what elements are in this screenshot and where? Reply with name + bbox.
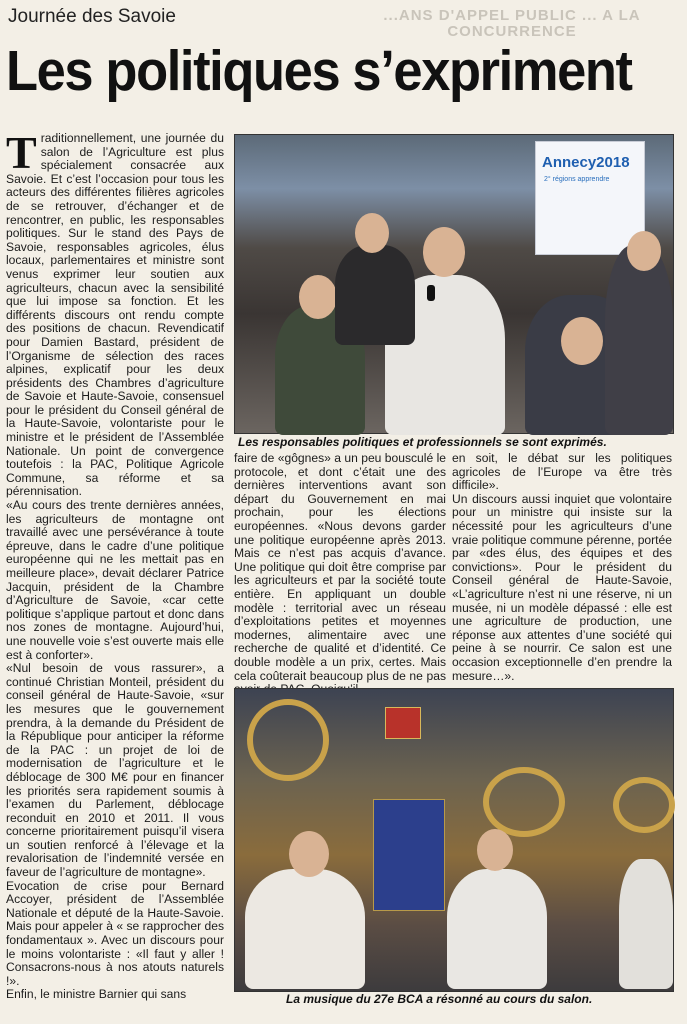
paragraph: Un discours aussi inquiet que volontaire pour un ministre qui insiste sur la nécessité pour les agriculteurs d’une vraie politique commune pérenne, portée par «des élus, des équipes et des convictions». Pour le président du Conseil général de Haute-Savoie, «L’agriculture n’est ni une réserve, ni un musée, ni un modèle dépassé : elle est une agriculture de production, une réponse aux attentes d’une société qui peine à se nourrir. Ce salon est une occasion exceptionnelle d’en prendre la mesure…». bbox=[452, 491, 672, 683]
photo-caption: La musique du 27e BCA a résonné au cours du salon. bbox=[286, 992, 593, 1006]
musician-figure bbox=[245, 869, 365, 989]
photo-caption: Les responsables politiques et professionnels se sont exprimés. bbox=[238, 435, 607, 449]
paragraph: «Au cours des trente dernières années, les agriculteurs de montagne ont travaillé avec une persévérance à toute épreuve, dans le cadre d’une politique européenne qui ne les mettait pas en meilleure place», devait déclarer Patrice Jacquin, président de la Chambre d’Agriculture de Savoie, «car cette politique s’applique partout et donc dans nos zones de montagne. Aujourd’hui, une nouvelle voie s’est ouverte mais elle est à conforter». bbox=[6, 498, 224, 662]
banner-logo: Annecy2018 bbox=[542, 154, 630, 171]
paragraph: «Nul besoin de vous rassurer», a continué Christian Monteil, président du conseil général de Haute-Savoie, «sur les mesures que le gouvernement prendra, à la demande du Président de la République pour anticiper la réforme de la PAC : un projet de loi de modernisation de l’agriculture et le déblocage de 300 M€ pour en financer les priorités sera rapidement soumis à l’examen du Parlement, déblocage reconduit en 2010 et 2011. Il vous concerne prioritairement puisqu’il visera un soutien renforcé à l’élevage et la revalorisation de l’indemnité versée en faveur de l’agriculture de montagne». bbox=[6, 661, 224, 880]
paragraph: Evocation de crise pour Bernard Accoyer, président de l’Assemblée Nationale et député de la Haute-Savoie. Mais pour appeler à « se rapprocher des fondamentaux ». Avec un discours pour le moins volontariste : «Il faut y aller ! Consacrons-nous à nos atouts naturels !». bbox=[6, 878, 224, 988]
person-head bbox=[299, 275, 337, 319]
article-column-3 bbox=[452, 452, 672, 682]
flag bbox=[373, 799, 445, 911]
photo-politicians bbox=[234, 134, 674, 434]
tuba-icon bbox=[483, 767, 565, 837]
drop-cap: T bbox=[6, 127, 37, 178]
person-figure bbox=[335, 245, 415, 345]
annecy-2018-banner bbox=[535, 141, 645, 255]
speaker-head bbox=[423, 227, 465, 277]
banner-subtitle: 2° régions apprendre bbox=[544, 176, 610, 183]
photo-band bbox=[234, 688, 674, 992]
person-figure bbox=[605, 245, 673, 435]
headline: Les politiques s’expriment bbox=[6, 39, 632, 103]
tuba-icon bbox=[247, 699, 329, 781]
section-rubric: Journée des Savoie bbox=[8, 6, 176, 27]
paragraph: faire de «gôgnes» a un peu bousculé le protocole, et dont c’était une des dernières interventions avant son départ du Gouvernement en mai prochain, pour les élections européennes. «Nous devons garder une politique européenne après 2013. Mais ce n’est pas acquis d’avance. Une politique qui doit être comprise par les agriculteurs et par la société toute entière. En appliquant un double modèle : territorial avec un réseau d’exploitations petites et moyennes modernes, alimentaire avec une recherche de qualité et d’identité. Ce double modèle a un prix, certes. Mais cela coûterait beaucoup plus de ne pas bbox=[234, 451, 446, 683]
paragraph: en soit, le débat sur les politiques agricoles de l’Europe va être très difficile». bbox=[452, 451, 672, 493]
flag bbox=[385, 707, 421, 739]
article-column-1 bbox=[6, 127, 224, 1020]
musician-figure bbox=[619, 859, 673, 989]
paragraph: raditionnellement, une journée du salon de l’Agriculture est plus spécialement consacrée aux Savoie. Et c’est l’occasion pour tous les acteurs des différentes filières agricoles de se retrouver, d’échanger et de rencontrer, en public, les responsables politiques. Sur le stand des Pays de Savoie, responsables agricoles, élus locaux, parlementaires et ministre sont venus exprimer leur soutien aux agriculteurs, chacun avec la sensibilité que lui impose sa fonction. Et les différents discours ont rendu compte des positions de chacun. Revendicatif pour Damien Bastard, président de l’Organisme de sélection des races alpines, explicatif pour les deux présidents des Chambres d’agriculture de Savoie et Haute-Savoie, consensuel pour le président du Conseil général de la Haute-Savoie, volontariste pour le ministre et le président de l’Assemblée Nationale. Un point de convergence toutefois : la PAC, Politique Agricole Commune, sa réforme et sa pérennisation. bbox=[6, 131, 224, 499]
microphone-icon bbox=[427, 285, 435, 301]
person-head bbox=[627, 231, 661, 271]
bleed-through-text: ...ANS D'APPEL PUBLIC ... A LA CONCURRENCE bbox=[383, 7, 641, 40]
person-head bbox=[355, 213, 389, 253]
article-column-2 bbox=[234, 452, 446, 682]
paragraph: Enfin, le ministre Barnier qui sans bbox=[6, 987, 187, 1002]
musician-figure bbox=[447, 869, 547, 989]
tuba-icon bbox=[613, 777, 675, 833]
musician-head bbox=[289, 831, 329, 877]
musician-head bbox=[477, 829, 513, 871]
person-head bbox=[561, 317, 603, 365]
